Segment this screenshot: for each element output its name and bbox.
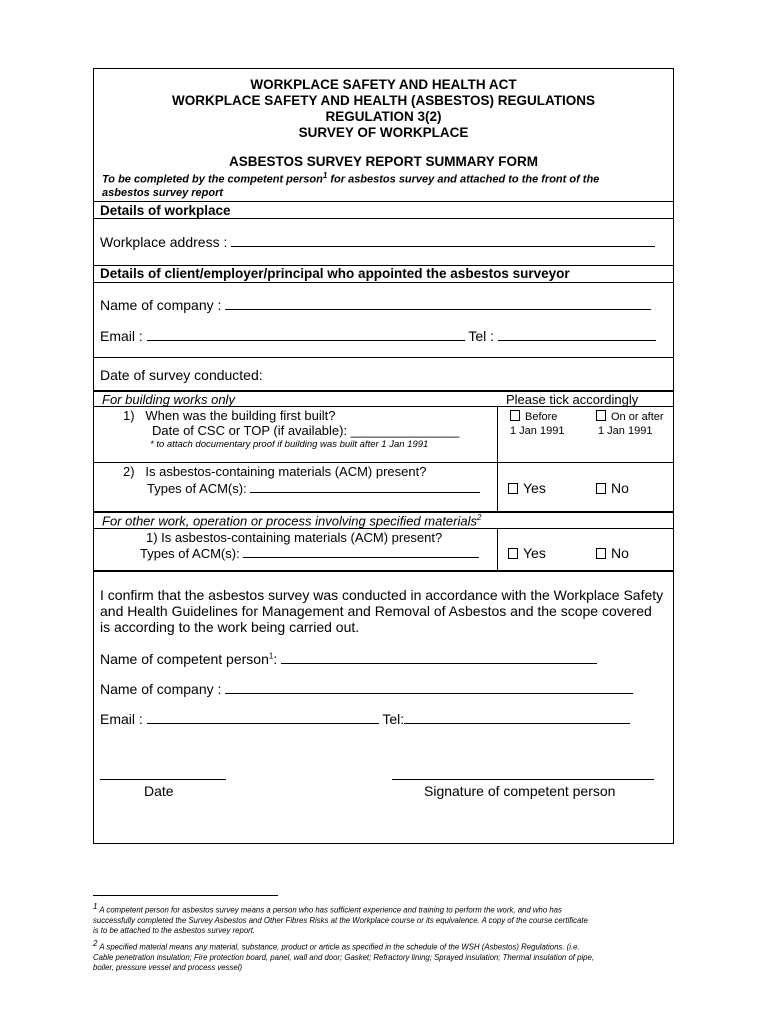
column-divider xyxy=(497,406,498,511)
date-label: Date xyxy=(144,783,174,799)
competent-company-label: Name of company : xyxy=(100,681,222,697)
footnote-1: $^1$ A competent person for asbestos survey means a person who has sufficient experience and training to perform the work, and who has successfully completed the Survey Asbestos and Other Fibres Risks at the Workplace course or its equivalence. A copy of the course certificate is to be attached to the asbestos survey report. xyxy=(93,902,588,935)
checkbox-before[interactable] xyxy=(510,410,520,421)
confirmation-statement: I confirm that the asbestos survey was conducted in accordance with the Workplace Safety and Health Guidelines for Management and Removal of Asbestos and the scope covered is according to the work being carried out. xyxy=(100,587,664,635)
client-company-row xyxy=(100,297,651,313)
building-acm-types-field[interactable] xyxy=(250,480,480,493)
divider xyxy=(94,406,673,407)
client-company-field[interactable] xyxy=(225,297,651,310)
building-acm-no[interactable]: No xyxy=(596,480,629,496)
divider xyxy=(94,218,673,219)
competent-tel-label: Tel: xyxy=(382,711,405,727)
workplace-section-title: Details of workplace xyxy=(100,203,231,218)
competent-email-label: Email : xyxy=(100,711,143,727)
competent-tel-field[interactable] xyxy=(404,711,630,724)
other-work-q1: 1) Is asbestos-containing materials (ACM) present? xyxy=(146,530,443,545)
checkbox-no[interactable] xyxy=(596,548,606,559)
regulations-title: WORKPLACE SAFETY AND HEALTH (ASBESTOS) REGULATIONS xyxy=(171,93,595,108)
checkbox-on-or-after[interactable] xyxy=(596,410,606,421)
competent-email-field[interactable] xyxy=(147,711,379,724)
workplace-address-label: Workplace address : xyxy=(100,234,228,250)
signature-label: Signature of competent person xyxy=(424,783,616,799)
building-q1-date: Date of CSC or TOP (if available): _______________ xyxy=(152,423,460,438)
building-acm-types-label: Types of ACM(s): xyxy=(147,481,247,496)
competent-company-field[interactable] xyxy=(225,681,633,694)
client-email-label: Email : xyxy=(100,328,143,344)
form-instruction: To be completed by the competent person$^1$ for asbestos survey and attached to the front of the asbestos survey report xyxy=(102,171,600,199)
regulation-number: REGULATION 3(2) xyxy=(325,109,442,124)
act-title: WORKPLACE SAFETY AND HEALTH ACT xyxy=(250,77,517,92)
competent-contact-row xyxy=(100,711,630,727)
competent-person-field[interactable] xyxy=(281,651,597,664)
other-acm-no[interactable]: No xyxy=(596,545,629,561)
asbestos-survey-form xyxy=(93,68,674,844)
client-email-field[interactable] xyxy=(147,328,465,341)
building-q1: 1) When was the building first built? xyxy=(123,408,336,423)
building-works-title: For building works only xyxy=(102,392,235,407)
survey-date-label: Date of survey conducted: xyxy=(100,367,263,383)
divider xyxy=(94,201,673,202)
other-work-title: For other work, operation or process involving specified materials$^2$ xyxy=(102,513,482,529)
option-on-or-after[interactable]: On or after xyxy=(596,410,664,423)
footnote-2: $^2$ A specified material means any material, substance, product or article as specified in the schedule of the WSH (Asbestos) Regulations. (i.e. Cable penetration insulation; Fire protection board, panel, wall and door; Gasket; Refractory lining; Sprayed insulation; Thermal insulation of pipe, boiler, pressure vessel and process vessel) xyxy=(93,939,595,972)
form-title: ASBESTOS SURVEY REPORT SUMMARY FORM xyxy=(228,154,539,169)
divider xyxy=(94,357,673,358)
divider xyxy=(94,570,673,572)
footnote-separator xyxy=(93,895,278,896)
option-before[interactable]: Before xyxy=(510,410,557,423)
date-line[interactable] xyxy=(100,779,226,780)
building-q2: 2) Is asbestos-containing materials (ACM) present? xyxy=(123,464,427,479)
client-contact-row xyxy=(100,328,656,344)
checkbox-yes[interactable] xyxy=(508,483,518,494)
checkbox-yes[interactable] xyxy=(508,548,518,559)
tick-instruction: Please tick accordingly xyxy=(506,392,639,407)
competent-company-row xyxy=(100,681,633,697)
option-before-date: 1 Jan 1991 xyxy=(510,425,565,437)
column-divider xyxy=(497,528,498,570)
divider xyxy=(94,282,673,283)
signature-line[interactable] xyxy=(392,779,654,780)
client-company-label: Name of company : xyxy=(100,297,222,313)
client-tel-field[interactable] xyxy=(498,328,656,341)
other-acm-yes[interactable]: Yes xyxy=(508,545,546,561)
divider xyxy=(94,462,673,463)
workplace-address-row xyxy=(100,234,655,250)
building-q1-note: * to attach documentary proof if building was built after 1 Jan 1991 xyxy=(150,439,429,450)
other-acm-types-field[interactable] xyxy=(243,545,479,558)
checkbox-no[interactable] xyxy=(596,483,606,494)
client-tel-label: Tel : xyxy=(468,328,495,344)
csc-top-date-field[interactable]: _______________ xyxy=(350,423,460,438)
option-on-or-after-date: 1 Jan 1991 xyxy=(598,425,653,437)
divider xyxy=(94,528,673,529)
other-acm-types-row xyxy=(140,545,479,561)
competent-person-row: Name of competent person$^1$: xyxy=(100,651,597,667)
building-acm-yes[interactable]: Yes xyxy=(508,480,546,496)
client-section-title: Details of client/employer/principal who appointed the asbestos surveyor xyxy=(100,266,570,281)
building-acm-types-row xyxy=(147,480,480,496)
other-acm-types-label: Types of ACM(s): xyxy=(140,546,240,561)
workplace-address-field[interactable] xyxy=(231,234,655,247)
survey-title: SURVEY OF WORKPLACE xyxy=(298,125,469,140)
